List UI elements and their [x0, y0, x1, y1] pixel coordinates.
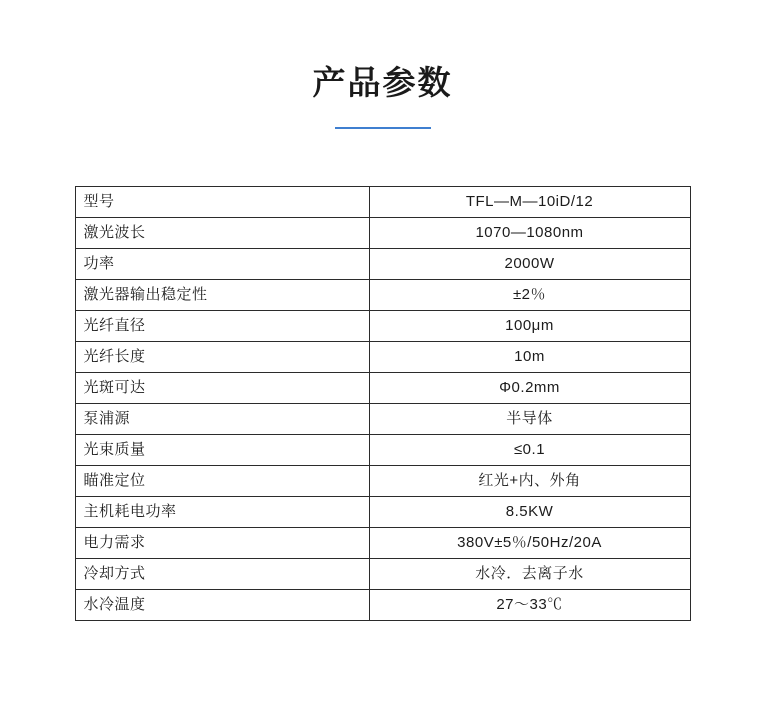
spec-label: 光束质量 [75, 434, 369, 465]
spec-label: 光斑可达 [75, 372, 369, 403]
table-row [75, 558, 690, 589]
table-row [75, 217, 690, 248]
spec-label: 光纤直径 [75, 310, 369, 341]
spec-value: 1070—1080nm [369, 217, 690, 248]
table-row [75, 465, 690, 496]
table-row [75, 434, 690, 465]
spec-label: 功率 [75, 248, 369, 279]
table-row [75, 496, 690, 527]
spec-label: 泵浦源 [75, 403, 369, 434]
spec-label: 电力需求 [75, 527, 369, 558]
spec-label: 激光波长 [75, 217, 369, 248]
table-row [75, 186, 690, 217]
spec-value: 8.5KW [369, 496, 690, 527]
title-underline-divider [335, 127, 431, 129]
spec-value: 100μm [369, 310, 690, 341]
spec-value: 10m [369, 341, 690, 372]
spec-label: 冷却方式 [75, 558, 369, 589]
table-row [75, 341, 690, 372]
table-row [75, 527, 690, 558]
spec-value: TFL—M—10iD/12 [369, 186, 690, 217]
spec-value: 水冷．去离子水 [369, 558, 690, 589]
spec-table-wrapper [75, 186, 691, 621]
spec-value: 红光+内、外角 [369, 465, 690, 496]
spec-label: 激光器输出稳定性 [75, 279, 369, 310]
spec-label: 型号 [75, 186, 369, 217]
spec-value: 半导体 [369, 403, 690, 434]
spec-label: 光纤长度 [75, 341, 369, 372]
table-row [75, 403, 690, 434]
table-row [75, 248, 690, 279]
spec-value: ±2％ [369, 279, 690, 310]
spec-value: ≤0.1 [369, 434, 690, 465]
spec-table-body [75, 186, 690, 620]
spec-value: Φ0.2mm [369, 372, 690, 403]
spec-value: 380V±5％/50Hz/20A [369, 527, 690, 558]
spec-label: 主机耗电功率 [75, 496, 369, 527]
table-row [75, 372, 690, 403]
spec-label: 瞄准定位 [75, 465, 369, 496]
title-block [0, 0, 765, 129]
spec-table [75, 186, 691, 621]
table-row [75, 310, 690, 341]
table-row [75, 589, 690, 620]
spec-label: 水冷温度 [75, 589, 369, 620]
page-title: 产品参数 [312, 64, 453, 101]
spec-value: 27～33℃ [369, 589, 690, 620]
table-row [75, 279, 690, 310]
spec-value: 2000W [369, 248, 690, 279]
